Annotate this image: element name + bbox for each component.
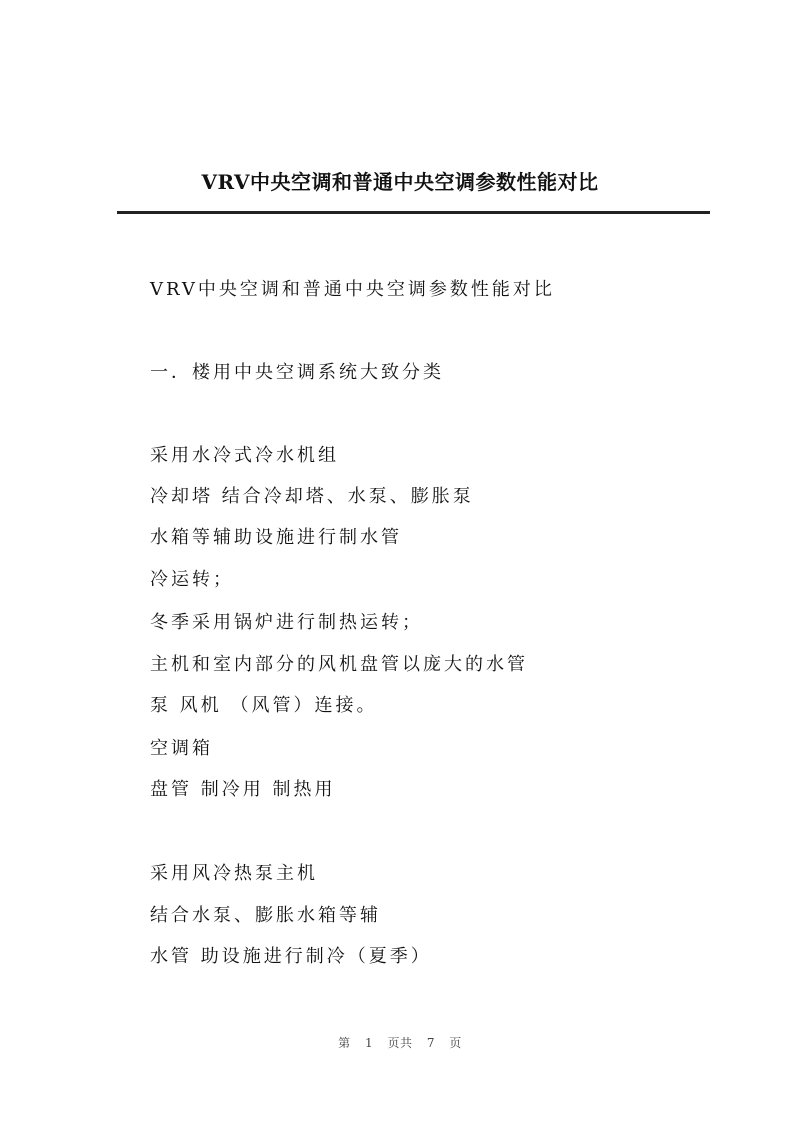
body-line: 空调箱	[150, 738, 213, 759]
body-line: 冬季采用锅炉进行制热运转；	[150, 612, 423, 633]
footer-total-pages: 7	[426, 1036, 435, 1050]
title-underline	[117, 211, 710, 214]
body-line: 水箱等辅助设施进行制水管	[150, 527, 402, 548]
footer-prefix: 第	[338, 1036, 351, 1050]
intro-line: VRV中央空调和普通中央空调参数性能对比	[150, 279, 555, 300]
body-line: 主机和室内部分的风机盘管以庞大的水管	[150, 654, 528, 675]
document-title: VRV中央空调和普通中央空调参数性能对比	[201, 170, 599, 194]
body-line: 结合水泵、膨胀水箱等辅	[150, 905, 381, 926]
body-line: 盘管 制冷用 制热用	[150, 779, 336, 800]
footer-page-number: 1	[365, 1036, 374, 1050]
footer-suffix: 页	[449, 1036, 462, 1050]
body-line: 采用水冷式冷水机组	[150, 445, 339, 466]
body-line: 冷却塔 结合冷却塔、水泵、膨胀泵	[150, 486, 474, 507]
footer-middle: 页共	[387, 1036, 413, 1050]
body-line: 水管 助设施进行制冷（夏季）	[150, 946, 432, 967]
page-footer	[0, 1034, 800, 1051]
body-line: 冷运转；	[150, 569, 234, 590]
section-heading: 一．楼用中央空调系统大致分类	[150, 362, 444, 383]
body-line: 采用风冷热泵主机	[150, 863, 318, 884]
body-line: 泵 风机 （风管）连接。	[150, 695, 378, 716]
